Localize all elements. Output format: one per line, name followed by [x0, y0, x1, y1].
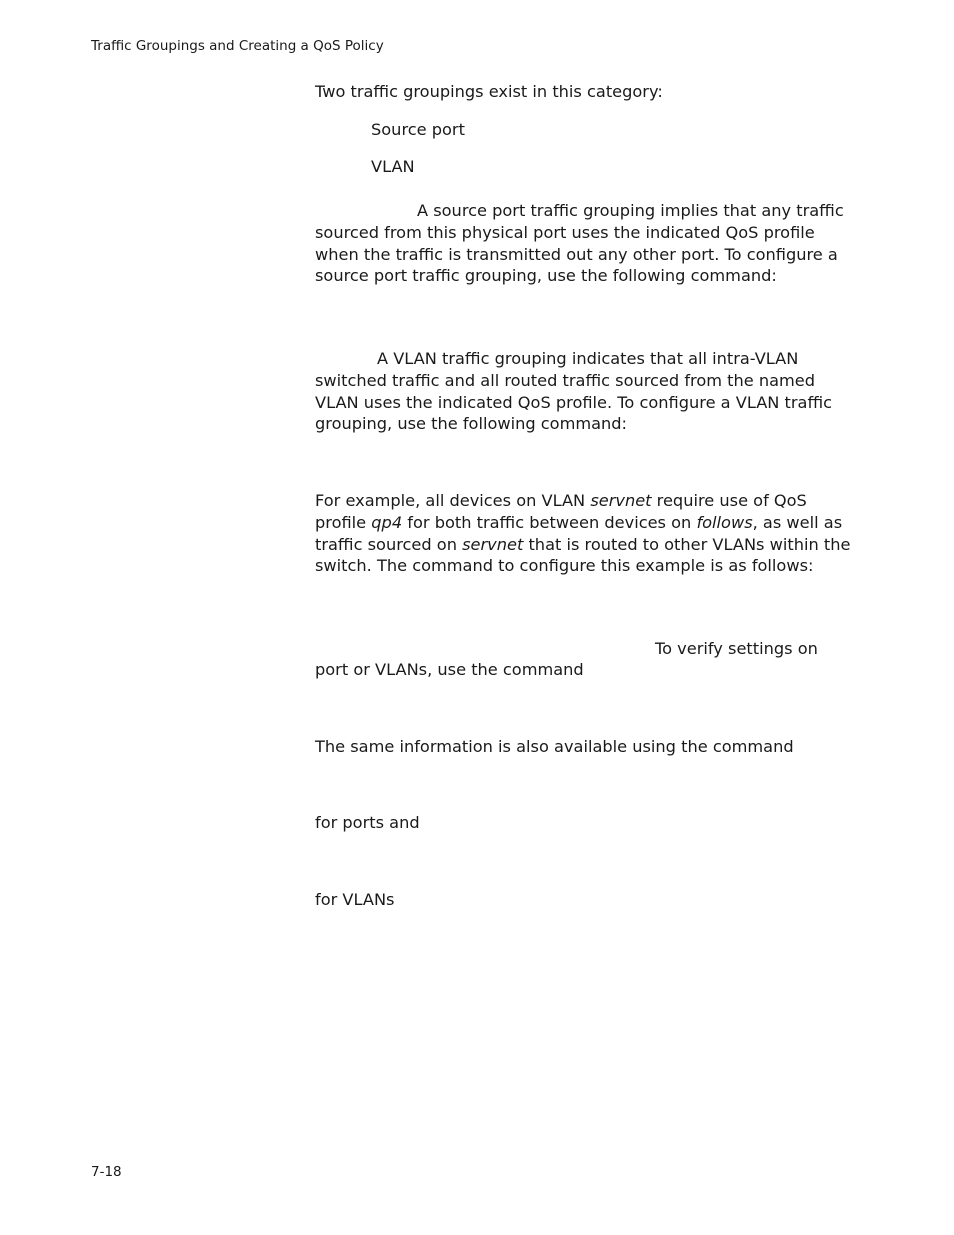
verify-text-line2: port or VLANs, use the command: [315, 660, 584, 679]
example-text: For example, all devices on VLAN: [315, 491, 591, 510]
for-vlans-text: for VLANs: [315, 890, 395, 909]
example-paragraph: [315, 490, 855, 577]
intro-text: Two traffic groupings exist in this category:: [315, 82, 663, 101]
list-item-source-port: Source port: [371, 120, 465, 139]
source-port-paragraph: A source port traffic grouping implies that any traffic sourced from this physical port uses the indicated QoS profile when the traffic is transmitted out any other port. To configure a source port traffic grouping, use the following command:: [315, 201, 844, 286]
qos-profile-name: qp4: [371, 512, 403, 532]
example-text: , as well as traffic sourced on: [315, 512, 843, 554]
example-text: require use of QoS profile: [315, 491, 807, 532]
vlan-paragraph: A VLAN traffic grouping indicates that all intra-VLAN switched traffic and all routed traffic sourced from the named VLAN uses the indicated QoS profile. To configure a VLAN traffic grouping, use the following command:: [315, 349, 833, 434]
list-item-vlan: VLAN: [371, 157, 415, 176]
example-text: for both traffic between devices on: [402, 512, 697, 532]
page-number: 7-18: [91, 1164, 122, 1180]
vlan-name: servnet: [462, 534, 524, 554]
vlan-name: servnet: [590, 491, 652, 510]
page-header: Traffic Groupings and Creating a QoS Policy: [91, 38, 384, 54]
vlan-name: follows: [696, 512, 753, 532]
example-text: that is routed to other VLANs within the switch. The command to configure this example is as follows:: [315, 534, 851, 576]
verify-text-line1: To verify settings on: [655, 639, 818, 658]
for-ports-text: for ports and: [315, 813, 420, 832]
same-info-text: The same information is also available using the command: [315, 737, 794, 756]
